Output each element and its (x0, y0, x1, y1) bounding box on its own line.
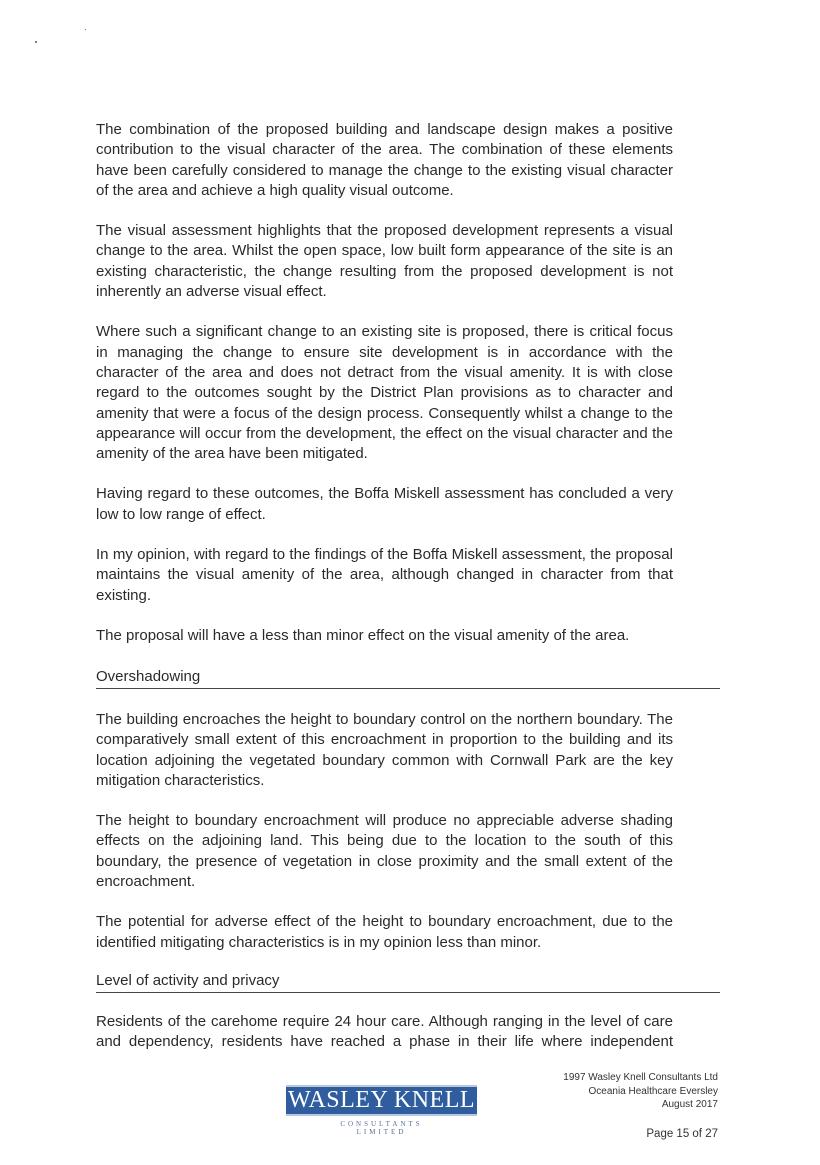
scan-speck (35, 41, 37, 43)
paragraph: In my opinion, with regard to the findings of the Boffa Miskell assessment, the proposal maintains the visual amenity of the area, although changed in character from that existing. (96, 546, 673, 604)
footer-info (563, 1071, 718, 1112)
page-number: Page 15 of 27 (646, 1128, 718, 1140)
paragraph: The combination of the proposed building and landscape design makes a positive contribution to the visual character of the area. The combination of these elements have been carefully considered to manage the change to the existing visual character of the area and achieve a high quality visual outcome. (96, 121, 673, 199)
logo-wordmark: WASLEY KNELL (286, 1085, 477, 1116)
paragraph: The height to boundary encroachment will produce no appreciable adverse shading effects on the adjoining land. This being due to the location to the south of this boundary, the presence of vegetation in close proximity and the small extent of the encroachment. (96, 812, 673, 891)
scan-speck (85, 29, 86, 30)
paragraph: Having regard to these outcomes, the Boffa Miskell assessment has concluded a very low to low range of effect. (96, 485, 673, 523)
logo-subtitle: CONSULTANTS (340, 1120, 423, 1128)
body-text-overshadowing (96, 710, 673, 973)
footer-copyright: 1997 Wasley Knell Consultants Ltd (563, 1072, 718, 1083)
section-heading-activity: Level of activity and privacy (96, 971, 720, 993)
paragraph: The potential for adverse effect of the height to boundary encroachment, due to the identified mitigating characteristics is in my opinion less than minor. (96, 913, 673, 951)
logo-subtitle: LIMITED (356, 1128, 407, 1136)
paragraph: The proposal will have a less than minor effect on the visual amenity of the area. (96, 626, 630, 644)
paragraph: Residents of the carehome require 24 hour care. Although ranging in the level of care and dependency, residents have reached a phase in their life where independent (96, 1013, 673, 1051)
company-logo (286, 1085, 477, 1136)
paragraph: Where such a significant change to an existing site is proposed, there is critical focus in managing the change to ensure site development is in accordance with the character of the area and does not detract from the visual amenity. It is with close regard to the outcomes sought by the District Plan provisions as to character and amenity that were a focus of the design process. Consequently whilst a change to the appearance will occur from the development, the effect on the visual character and the amenity of the area have been mitigated. (96, 323, 673, 463)
section-heading-overshadowing: Overshadowing (96, 667, 720, 689)
body-text-activity (96, 1012, 673, 1073)
footer-project: Oceania Healthcare Eversley (588, 1085, 718, 1097)
paragraph: The visual assessment highlights that the proposed development represents a visual change to the area. Whilst the open space, low built form appearance of the site is an existing characteristic, the change resulting from the proposed development is not inherently an adverse visual effect. (96, 222, 673, 301)
paragraph: The building encroaches the height to boundary control on the northern boundary. The comparatively small extent of this encroachment in proportion to the building and its location adjoining the vegetated boundary common with Cornwall Park are the key mitigation characteristics. (96, 711, 673, 789)
body-text-top (96, 120, 673, 666)
footer-date: August 2017 (661, 1099, 718, 1110)
